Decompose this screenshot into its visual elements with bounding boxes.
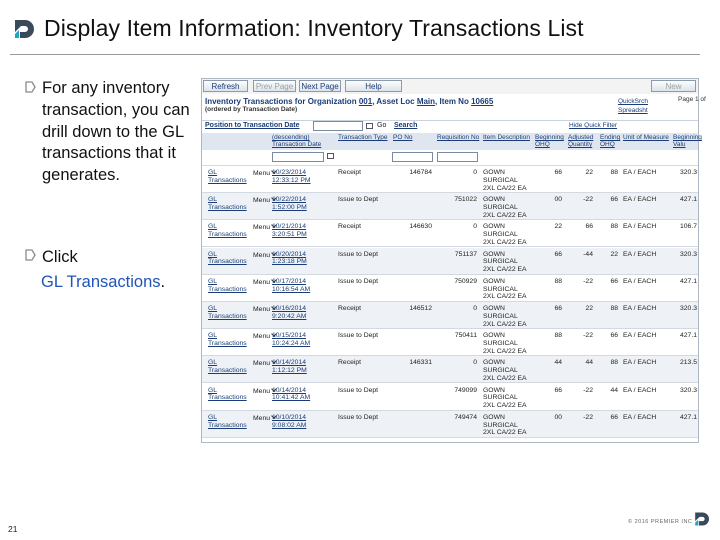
adjusted-quantity: 22 <box>585 169 593 176</box>
transaction-type: Receipt <box>338 223 362 231</box>
refresh-button[interactable]: Refresh <box>203 80 248 92</box>
row-menu-button[interactable]: Menu <box>253 305 276 313</box>
col-beginning-ohq[interactable]: Beginning OHQ <box>535 134 564 148</box>
item-description: GOWN SURGICAL 2XL CA/22 EA <box>483 196 527 219</box>
table-row <box>202 166 698 193</box>
transaction-type: Issue to Dept <box>338 277 379 285</box>
item-description: GOWN SURGICAL 2XL CA/22 EA <box>483 305 527 328</box>
requisition-number: 0 <box>473 223 477 231</box>
transaction-type: Issue to Dept <box>338 332 379 340</box>
column-headers <box>202 133 702 150</box>
requisition-number: 751137 <box>454 250 477 258</box>
position-bar <box>202 120 698 134</box>
ending-ohq: 88 <box>610 223 618 231</box>
bullet-text-drilldown: For any inventory transaction, you can drill down to the GL transactions that it generates. <box>42 79 190 185</box>
requisition-number: 0 <box>473 359 477 367</box>
requisition-number: 751022 <box>454 196 477 204</box>
quick-filter-row <box>202 150 698 166</box>
adjusted-quantity: -22 <box>583 196 593 204</box>
table-row <box>202 384 698 411</box>
adjusted-quantity: -44 <box>583 250 593 258</box>
item-description: GOWN SURGICAL 2XL CA/22 EA <box>483 359 527 382</box>
item-description: GOWN SURGICAL 2XL CA/22 EA <box>483 223 527 246</box>
adjusted-quantity: -22 <box>583 277 593 285</box>
unit-of-measure: EA / EACH <box>623 277 657 285</box>
gl-transactions-text: GL Transactions <box>41 273 161 291</box>
beginning-ohq: 22 <box>554 223 562 231</box>
calendar-icon[interactable] <box>366 123 373 129</box>
col-po-no[interactable]: PO No <box>393 134 413 141</box>
inventory-transactions-screenshot <box>201 78 706 443</box>
gl-transactions-link[interactable]: GL Transactions <box>208 196 247 211</box>
premier-logo-icon <box>12 18 34 40</box>
po-number: 146784 <box>409 169 432 176</box>
ending-ohq: 88 <box>610 305 618 312</box>
row-menu-button[interactable]: Menu <box>253 414 276 422</box>
row-menu-button[interactable]: Menu <box>253 278 276 286</box>
beginning-value: 320.3 <box>679 169 697 176</box>
transaction-date-link[interactable]: 10/23/2014 12:33:12 PM <box>272 169 311 184</box>
item-description: GOWN SURGICAL 2XL CA/22 EA <box>483 413 527 437</box>
beginning-ohq: 66 <box>554 169 562 176</box>
loc-label: , Asset Loc <box>372 97 415 106</box>
header-prefix: Inventory Transactions for Organization <box>205 97 357 106</box>
transaction-type: Receipt <box>338 305 362 312</box>
beginning-value: 427.1 <box>679 196 697 204</box>
adjusted-quantity: -22 <box>583 332 593 340</box>
col-ending-ohq[interactable]: Ending OHQ <box>600 134 621 148</box>
gl-transactions-link[interactable]: GL Transactions <box>208 250 247 266</box>
beginning-value: 320.3 <box>679 250 697 258</box>
prev-page-button[interactable]: Prev Page <box>253 80 296 92</box>
adjusted-quantity: 66 <box>585 223 593 231</box>
po-number: 146630 <box>409 223 432 231</box>
quick-search-link[interactable]: QuickSrch <box>618 98 648 105</box>
title-divider <box>10 54 700 55</box>
col-unit-of-measure[interactable]: Unit of Measure <box>623 134 669 141</box>
unit-of-measure: EA / EACH <box>623 196 657 204</box>
transaction-type: Issue to Dept <box>338 386 379 394</box>
col-item-description[interactable]: Item Description <box>483 134 530 141</box>
po-number: 146512 <box>409 305 432 312</box>
requisition-number: 0 <box>473 169 477 176</box>
beginning-ohq: 88 <box>554 277 562 285</box>
bullet-text-click <box>42 245 165 295</box>
row-menu-button[interactable]: Menu <box>253 196 276 204</box>
filter-calendar-icon[interactable] <box>327 153 334 159</box>
gl-transactions-link[interactable]: GL Transactions <box>208 413 247 429</box>
ending-ohq: 66 <box>610 277 618 285</box>
next-page-button[interactable]: Next Page <box>299 80 341 92</box>
ending-ohq: 66 <box>610 413 618 421</box>
transaction-type: Receipt <box>338 169 362 176</box>
beginning-ohq: 00 <box>554 413 562 421</box>
filter-date-input[interactable] <box>272 152 324 162</box>
beginning-value: 427.1 <box>679 332 697 340</box>
unit-of-measure: EA / EACH <box>623 386 657 394</box>
click-word: Click <box>42 248 78 266</box>
ordering-note: (ordered by Transaction Date) <box>205 106 298 113</box>
adjusted-quantity: 22 <box>585 305 593 312</box>
item-description: GOWN SURGICAL 2XL CA/22 EA <box>483 386 527 410</box>
ending-ohq: 88 <box>610 169 618 176</box>
item-label: , Item No <box>435 97 469 106</box>
spreadsheet-link[interactable]: Spreadsht <box>618 107 648 114</box>
gl-transactions-link[interactable]: GL Transactions <box>208 277 247 293</box>
table-row <box>202 275 698 302</box>
col-requisition-no[interactable]: Requisition No <box>437 134 480 141</box>
gl-transactions-link[interactable]: GL Transactions <box>208 223 247 239</box>
item-link[interactable]: 10665 <box>471 97 494 106</box>
gl-transactions-link[interactable]: GL Transactions <box>208 332 247 347</box>
go-button[interactable]: Go <box>377 122 387 129</box>
beginning-value: 427.1 <box>679 413 697 421</box>
unit-of-measure: EA / EACH <box>623 223 657 231</box>
requisition-number: 749474 <box>454 413 477 421</box>
transaction-date-link[interactable]: 10/17/2014 10:16:54 AM <box>272 277 311 293</box>
table-row <box>202 302 698 329</box>
unit-of-measure: EA / EACH <box>623 332 657 340</box>
po-number: 146331 <box>409 359 432 367</box>
transaction-date-link[interactable]: 10/14/2014 1:12:12 PM <box>272 359 307 375</box>
beginning-ohq: 00 <box>554 196 562 204</box>
requisition-number: 749099 <box>454 386 477 394</box>
ending-ohq: 44 <box>610 386 618 394</box>
ending-ohq: 66 <box>610 332 618 340</box>
adjusted-quantity: -22 <box>583 386 593 394</box>
transaction-type: Issue to Dept <box>338 196 379 204</box>
search-link[interactable]: Search <box>394 122 418 129</box>
page-info: Page 1 of <box>678 96 706 103</box>
ending-ohq: 88 <box>610 359 618 367</box>
hide-quick-filter-link[interactable]: Hide Quick Filter <box>569 122 618 129</box>
requisition-number: 750929 <box>454 277 477 285</box>
col-beginning-value[interactable]: Beginning Valu <box>673 134 702 148</box>
help-button[interactable]: Help <box>345 80 402 92</box>
loc-link[interactable]: Main <box>416 97 436 106</box>
gl-transactions-link[interactable]: GL Transactions <box>208 305 247 320</box>
list-header <box>205 97 493 106</box>
transaction-date-link[interactable]: 10/14/2014 10:41:42 AM <box>272 386 311 402</box>
transaction-date-link[interactable]: 10/10/2014 9:08:02 AM <box>272 413 307 429</box>
transaction-type: Receipt <box>338 359 362 367</box>
gl-transactions-link[interactable]: GL Transactions <box>208 169 247 184</box>
slide-number: 21 <box>8 524 18 534</box>
transaction-date-link[interactable]: 10/22/2014 1:52:00 PM <box>272 196 307 211</box>
premier-logo-icon <box>693 511 709 527</box>
copyright: © 2016 PREMIER INC <box>628 519 693 525</box>
beginning-value: 427.1 <box>679 277 697 285</box>
unit-of-measure: EA / EACH <box>623 169 657 176</box>
org-link[interactable]: 001 <box>358 97 373 106</box>
gl-transactions-link[interactable]: GL Transactions <box>208 386 247 402</box>
bullet-arrow-icon <box>24 249 36 261</box>
adjusted-quantity: -22 <box>583 413 593 421</box>
unit-of-measure: EA / EACH <box>623 359 657 367</box>
transaction-type: Issue to Dept <box>338 250 379 258</box>
transaction-date-link[interactable]: 10/20/2014 1:23:18 PM <box>272 250 307 266</box>
filter-po-input[interactable] <box>392 152 433 162</box>
item-description: GOWN SURGICAL 2XL CA/22 EA <box>483 169 527 192</box>
beginning-value: 320.3 <box>679 305 697 312</box>
table-row <box>202 193 698 220</box>
requisition-number: 0 <box>473 305 477 312</box>
beginning-value: 320.3 <box>679 386 697 394</box>
adjusted-quantity: 44 <box>585 359 593 367</box>
col-adjusted-quantity[interactable]: Adjusted Quantity <box>568 134 594 148</box>
transaction-date-link[interactable]: 10/16/2014 9:20:42 AM <box>272 305 307 320</box>
row-menu-button[interactable]: Menu <box>253 223 276 231</box>
position-label: Position to Transaction Date <box>205 122 300 129</box>
beginning-value: 106.7 <box>679 223 697 231</box>
new-button[interactable]: New <box>651 80 696 92</box>
row-menu-button[interactable]: Menu <box>253 251 276 259</box>
toolbar <box>202 79 698 94</box>
transaction-date-link[interactable]: 10/15/2014 10:24:24 AM <box>272 332 311 347</box>
beginning-ohq: 66 <box>554 250 562 258</box>
row-menu-button[interactable]: Menu <box>253 332 276 340</box>
requisition-number: 750411 <box>454 332 477 340</box>
beginning-ohq: 44 <box>554 359 562 367</box>
filter-requisition-input[interactable] <box>437 152 478 162</box>
transaction-date-link[interactable]: 10/21/2014 3:20:51 PM <box>272 223 307 239</box>
ending-ohq: 22 <box>610 250 618 258</box>
beginning-ohq: 88 <box>554 332 562 340</box>
beginning-ohq: 66 <box>554 386 562 394</box>
row-menu-button[interactable]: Menu <box>253 359 276 367</box>
row-menu-button[interactable]: Menu <box>253 387 276 395</box>
table-row <box>202 356 698 383</box>
table-row <box>202 248 698 275</box>
transaction-type: Issue to Dept <box>338 413 379 421</box>
table-row <box>202 329 698 356</box>
beginning-ohq: 66 <box>554 305 562 312</box>
table-row <box>202 411 698 438</box>
item-description: GOWN SURGICAL 2XL CA/22 EA <box>483 332 527 355</box>
bullet-arrow-icon <box>24 81 36 93</box>
item-description: GOWN SURGICAL 2XL CA/22 EA <box>483 250 527 274</box>
page-title: Display Item Information: Inventory Transactions List <box>44 15 584 41</box>
beginning-value: 213.5 <box>679 359 697 367</box>
unit-of-measure: EA / EACH <box>623 250 657 258</box>
ending-ohq: 66 <box>610 196 618 204</box>
unit-of-measure: EA / EACH <box>623 413 657 421</box>
gl-transactions-link[interactable]: GL Transactions <box>208 359 247 375</box>
row-menu-button[interactable]: Menu <box>253 169 276 177</box>
period: . <box>160 273 166 291</box>
col-transaction-type[interactable]: Transaction Type <box>338 134 388 141</box>
position-date-input[interactable] <box>313 121 363 131</box>
table-row <box>202 220 698 247</box>
unit-of-measure: EA / EACH <box>623 305 657 312</box>
col-transaction-date[interactable]: (descending) Transaction Date <box>272 134 322 148</box>
item-description: GOWN SURGICAL 2XL CA/22 EA <box>483 277 527 301</box>
